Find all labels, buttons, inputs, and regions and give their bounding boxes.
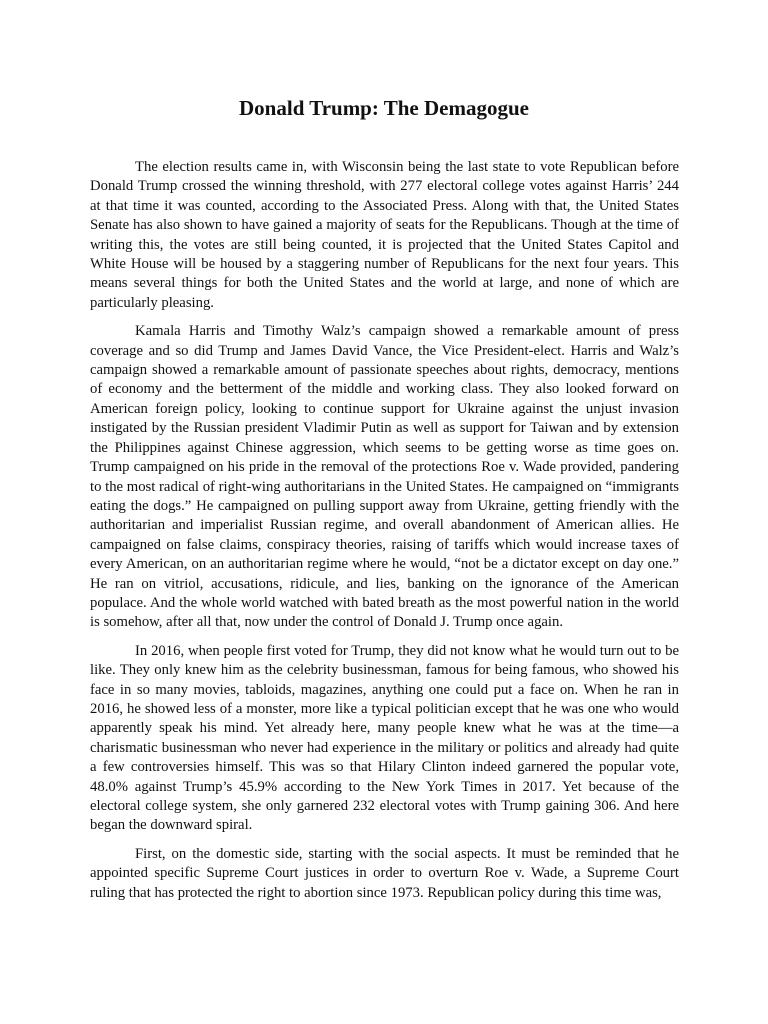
paragraph-domestic-side: First, on the domestic side, starting with the social aspects. It must be reminded that he appointed specific Supreme Court justices in order to overturn Roe v. Wade, a Supreme Court ruling that has protected the right to abortion since 1973. Republican policy during this time was, [90,845,679,901]
document-title: Donald Trump: The Demagogue [239,96,529,120]
paragraph-campaigns: Kamala Harris and Timothy Walz’s campaign showed a remarkable amount of press coverage and so did Trump and James David Vance, the Vice President-elect. Harris and Walz’s campaign showed a remarkable amount of passionate speeches about rights, democracy, mentions of economy and the betterment of the middle and working class. They also looked forward on American foreign policy, looking to continue support for Ukraine against the unjust invasion instigated by the Russian president Vladimir Putin as well as support for Taiwan and by extension the Philippines against Chinese aggression, which seems to be getting worse as time goes on. Trump campaigned on his pride in the removal of the protections Roe v. Wade provided, pandering to the most radical of right-wing authoritarians in the United States. He campaigned on “immigrants eating the dogs.” He campaigned on pulling support away from Ukraine, getting friendly with the authoritarian and imperialist Russian regime, and overall abandonment of American allies. He campaigned on false claims, conspiracy theories, raising of tariffs which would increase taxes of every American, on an authoritarian regime where he would, “not be a dictator except on day one.” He ran on vitriol, accusations, ridicule, and lies, banking on the ignorance of the American populace. And the whole world watched with bated breath as the most powerful nation in the world is somehow, after all that, now under the control of Donald J. Trump once again. [90,323,679,631]
paragraph-election-results: The election results came in, with Wisconsin being the last state to vote Republican before Donald Trump crossed the winning threshold, with 277 electoral college votes against Harris’ 244 at that time it was counted, according to the Associated Press. Along with that, the United States Senate has also shown to have gained a majority of seats for the Republicans. Though at the time of writing this, the votes are still being counted, it is projected that the United States Capitol and White House will be housed by a staggering number of Republicans for the next four years. This means several things for both the United States and the world at large, and none of which are particularly pleasing. [90,159,679,311]
document-body [90,158,679,912]
paragraph-2016-election: In 2016, when people first voted for Trump, they did not know what he would turn out to be like. They only knew him as the celebrity businessman, famous for being famous, who showed his face in so many movies, tabloids, magazines, anything one could put a face on. When he ran in 2016, he showed less of a monster, more like a typical politician except that he was one who would apparently speak his mind. Yet already here, many people knew what he was at the time—a charismatic businessman who never had experience in the military or politics and already had quite a few controversies himself. This was so that Hilary Clinton indeed garnered the popular vote, 48.0% against Trump’s 45.9% according to the New York Times in 2017. Yet because of the electoral college system, she only garnered 232 electoral votes with Trump gaining 306. And here began the downward spiral. [90,642,679,834]
